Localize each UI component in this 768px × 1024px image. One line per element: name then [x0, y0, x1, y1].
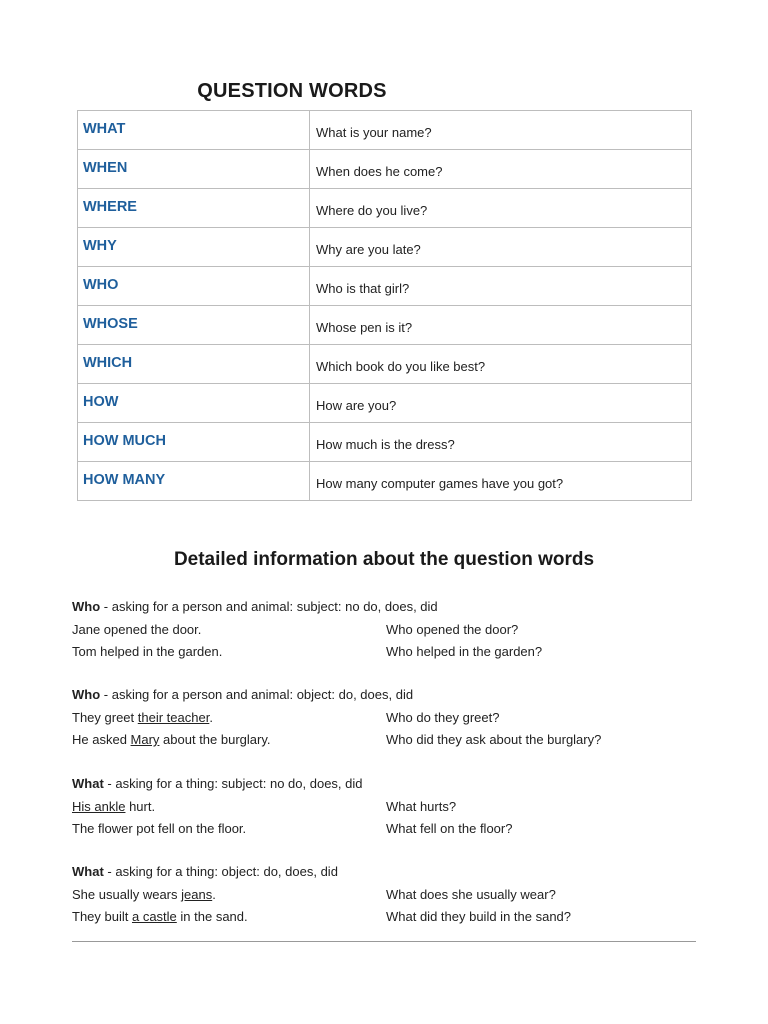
question: What fell on the floor?	[386, 821, 513, 836]
table-row	[78, 267, 692, 306]
question-word: WHOSE	[78, 306, 310, 345]
example-sentence: Which book do you like best?	[310, 345, 692, 384]
statement-text: She usually wears	[72, 887, 182, 902]
group-heading	[72, 687, 413, 702]
statement-text: .	[212, 887, 216, 902]
question-word: HOW MUCH	[78, 423, 310, 462]
question: Who opened the door?	[386, 622, 519, 637]
table-row	[78, 345, 692, 384]
statement-text: They built	[72, 909, 132, 924]
underlined-answer: a castle	[131, 909, 177, 924]
statement	[72, 887, 216, 902]
underlined-answer: their teacher	[137, 710, 210, 725]
page-title: QUESTION WORDS	[197, 80, 387, 102]
heading-keyword: What	[72, 864, 104, 879]
heading-keyword: What	[72, 776, 104, 791]
example-sentence: How much is the dress?	[310, 423, 692, 462]
question: What does she usually wear?	[386, 887, 556, 902]
statement-text: Jane opened the door.	[72, 622, 202, 637]
example-sentence: Whose pen is it?	[310, 306, 692, 345]
heading-keyword: Who	[72, 687, 101, 702]
table-row	[78, 462, 692, 501]
statement-text: They greet	[72, 710, 138, 725]
example-sentence: When does he come?	[310, 150, 692, 189]
statement-text: The flower pot fell on the floor.	[72, 821, 247, 836]
heading-description: - asking for a thing: subject: no do, does, did	[103, 776, 363, 791]
example-sentence: How are you?	[310, 384, 692, 423]
question-word: WHEN	[78, 150, 310, 189]
section-title: Detailed information about the question words	[173, 549, 595, 570]
group-heading	[72, 776, 363, 791]
question-word: WHO	[78, 267, 310, 306]
statement	[72, 644, 222, 659]
table-row	[78, 150, 692, 189]
question-word: WHICH	[78, 345, 310, 384]
statement-text: in the sand.	[176, 909, 248, 924]
example-sentence: How many computer games have you got?	[310, 462, 692, 501]
underlined-answer: Mary	[130, 732, 160, 747]
question-word: WHERE	[78, 189, 310, 228]
question: What hurts?	[386, 799, 457, 814]
table-row	[78, 228, 692, 267]
question-word: WHAT	[78, 111, 310, 150]
statement	[72, 909, 248, 924]
statement-text: .	[209, 710, 213, 725]
statement	[72, 732, 271, 747]
heading-description: - asking for a person and animal: subject: no do, does, did	[100, 599, 438, 614]
statement-text: He asked	[72, 732, 131, 747]
question: Who do they greet?	[386, 710, 500, 725]
question-word: HOW MANY	[78, 462, 310, 501]
question: Who helped in the garden?	[386, 644, 543, 659]
statement	[72, 799, 155, 814]
example-sentence: Why are you late?	[310, 228, 692, 267]
underlined-answer: His ankle	[72, 799, 126, 814]
statement-text: hurt.	[125, 799, 156, 814]
group-heading	[72, 864, 338, 879]
statement	[72, 710, 213, 725]
table-row	[78, 189, 692, 228]
example-sentence: Who is that girl?	[310, 267, 692, 306]
statement-text: Tom helped in the garden.	[72, 644, 223, 659]
heading-description: - asking for a thing: object: do, does, did	[103, 864, 338, 879]
question-words-table	[77, 110, 692, 501]
table-row	[78, 111, 692, 150]
statement	[72, 821, 246, 836]
table-row	[78, 384, 692, 423]
statement-text: about the burglary.	[159, 732, 271, 747]
question-word: HOW	[78, 384, 310, 423]
statement	[72, 622, 201, 637]
question: What did they build in the sand?	[386, 909, 572, 924]
group-heading	[72, 599, 438, 614]
heading-description: - asking for a person and animal: object: do, does, did	[100, 687, 414, 702]
example-sentence: Where do you live?	[310, 189, 692, 228]
question-word: WHY	[78, 228, 310, 267]
question: Who did they ask about the burglary?	[386, 732, 602, 747]
table-row	[78, 306, 692, 345]
bottom-divider	[72, 941, 696, 942]
example-sentence: What is your name?	[310, 111, 692, 150]
underlined-answer: jeans	[181, 887, 213, 902]
heading-keyword: Who	[72, 599, 101, 614]
table-row	[78, 423, 692, 462]
